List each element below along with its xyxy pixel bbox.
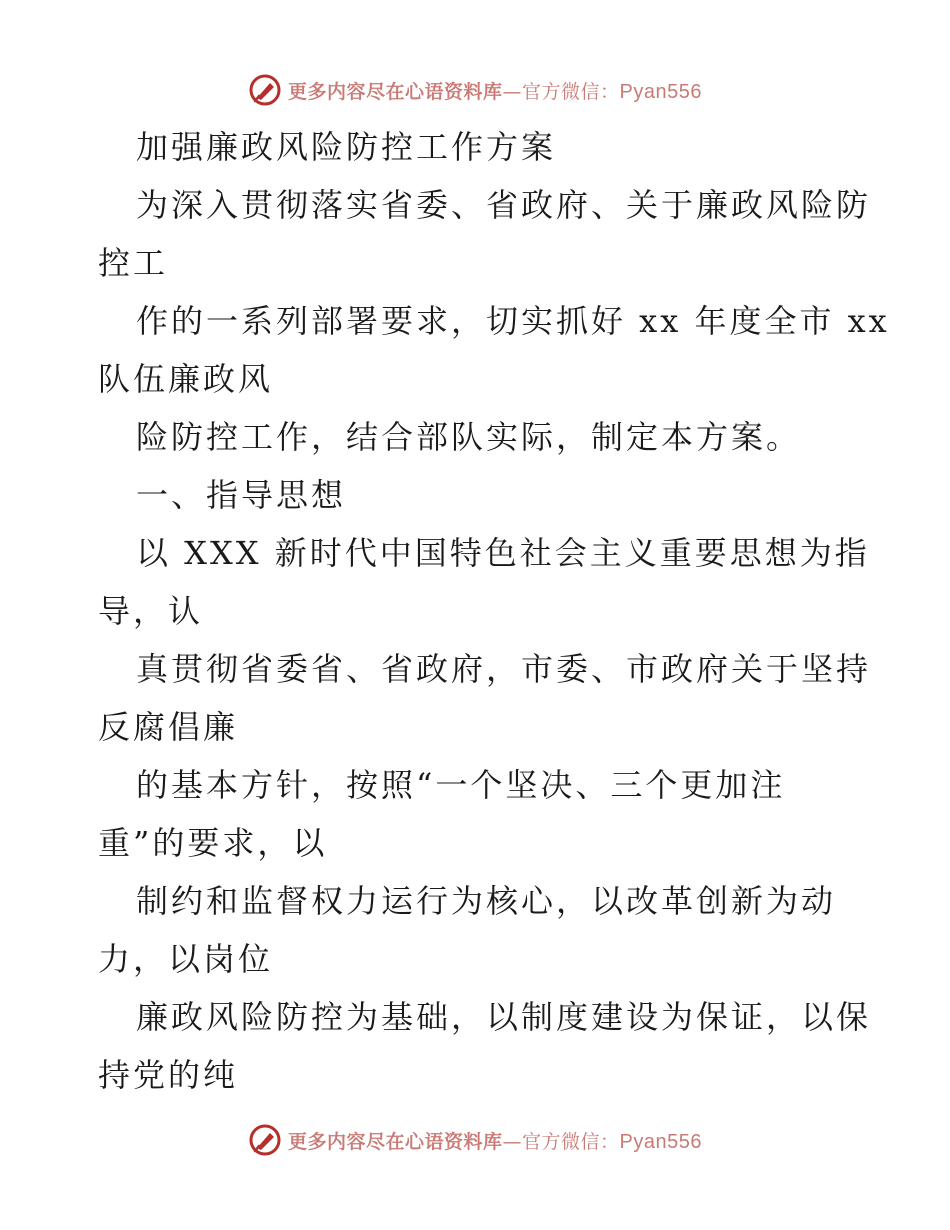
watermark-dash: — bbox=[502, 80, 523, 103]
paragraph-line: 的基本方针，按照“一个坚决、三个更加注 bbox=[136, 766, 786, 804]
paragraph-line: 一、指导思想 bbox=[136, 476, 347, 514]
watermark-dash: — bbox=[502, 1130, 523, 1153]
paragraph-line: 以 XXX 新时代中国特色社会主义重要思想为指 bbox=[136, 534, 870, 572]
watermark-id: Pyan556 bbox=[619, 1130, 702, 1153]
watermark-text bbox=[288, 77, 702, 104]
paragraph-line: 作的一系列部署要求，切实抓好 xx 年度全市 xx bbox=[136, 302, 890, 340]
paragraph-line: 廉政风险防控为基础，以制度建设为保证，以保 bbox=[136, 998, 872, 1036]
paragraph-line: 控工 bbox=[98, 244, 169, 282]
footer-watermark bbox=[0, 1120, 950, 1160]
paragraph-line: 重”的要求，以 bbox=[98, 824, 328, 862]
paragraph-line: 导，认 bbox=[98, 592, 204, 630]
paragraph-line: 力，以岗位 bbox=[98, 940, 274, 978]
watermark-official: 官方微信： bbox=[522, 1130, 620, 1153]
header-watermark bbox=[0, 70, 950, 110]
paragraph-line: 持党的纯 bbox=[98, 1056, 239, 1094]
pen-nib-logo-icon bbox=[248, 1123, 282, 1157]
paragraph-line: 真贯彻省委省、省政府，市委、市政府关于坚持 bbox=[136, 650, 872, 688]
paragraph-line: 反腐倡廉 bbox=[98, 708, 239, 746]
watermark-text bbox=[288, 1127, 702, 1154]
paragraph-line: 为深入贯彻落实省委、省政府、关于廉政风险防 bbox=[136, 186, 872, 224]
paragraph-line: 队伍廉政风 bbox=[98, 360, 274, 398]
watermark-brand: 更多内容尽在心语资料库 bbox=[288, 1130, 503, 1153]
watermark-official: 官方微信： bbox=[522, 80, 620, 103]
pen-nib-logo-icon bbox=[248, 73, 282, 107]
watermark-id: Pyan556 bbox=[619, 80, 702, 103]
watermark-brand: 更多内容尽在心语资料库 bbox=[288, 80, 503, 103]
paragraph-line: 加强廉政风险防控工作方案 bbox=[136, 128, 557, 166]
paragraph-line: 制约和监督权力运行为核心，以改革创新为动 bbox=[136, 882, 837, 920]
document-body bbox=[98, 118, 890, 1104]
paragraph-line: 险防控工作，结合部队实际，制定本方案。 bbox=[136, 418, 802, 456]
